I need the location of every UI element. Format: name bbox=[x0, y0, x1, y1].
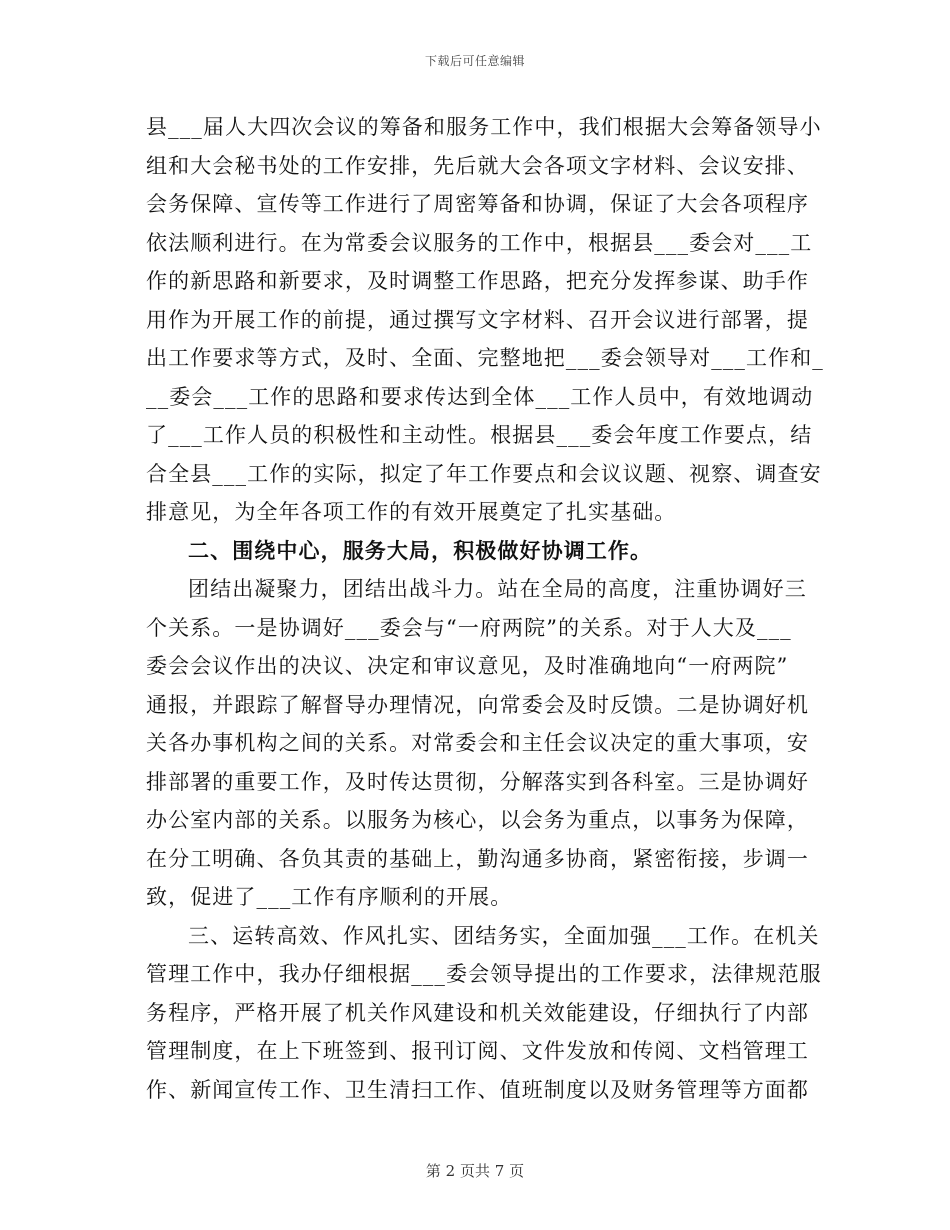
text-line: __委会___工作的思路和要求传达到全体___工作人员中，有效地调动 bbox=[146, 384, 814, 409]
text-line: 管理制度，在上下班签到、报刊订阅、文件发放和传阅、文档管理工 bbox=[146, 1039, 809, 1063]
page-footer: 第 2 页共 7 页 bbox=[425, 1162, 525, 1180]
text-line: 合全县___工作的实际，拟定了年工作要点和会议议题、视察、调查安 bbox=[146, 461, 822, 486]
text-line: 个关系。一是协调好___委会与“一府两院”的关系。对于人大及___ bbox=[146, 615, 792, 640]
text-line: 作的新思路和新要求，及时调整工作思路，把充分发挥参谋、助手作 bbox=[146, 269, 809, 293]
text-line: 致，促进了___工作有序顺利的开展。 bbox=[146, 885, 513, 909]
text-line: 用作为开展工作的前提，通过撰写文字材料、召开会议进行部署，提 bbox=[146, 307, 809, 332]
text-line: 县___届人大四次会议的筹备和服务工作中，我们根据大会筹备领导小 bbox=[146, 115, 822, 139]
page-header: 下载后可任意编辑 bbox=[424, 54, 525, 68]
text-line: 在分工明确、各负其责的基础上，勤沟通多协商，紧密衔接，步调一 bbox=[146, 846, 809, 871]
text-line: 作、新闻宣传工作、卫生清扫工作、值班制度以及财务管理等方面都 bbox=[146, 1077, 809, 1102]
text-line: 管理工作中，我办仔细根据___委会领导提出的工作要求，法律规范服 bbox=[146, 962, 822, 986]
text-line: 了___工作人员的积极性和主动性。根据县___委会年度工作要点，结 bbox=[146, 423, 813, 447]
document-body bbox=[146, 108, 824, 1109]
text-line: 团结出凝聚力，团结出战斗力。站在全局的高度，注重协调好三 bbox=[188, 577, 807, 601]
text-line: 务程序，严格开展了机关作风建设和机关效能建设，仔细执行了内部 bbox=[146, 1000, 809, 1025]
section-heading: 二、围绕中心，服务大局，积极做好协调工作。 bbox=[188, 537, 653, 563]
text-line: 组和大会秘书处的工作安排，先后就大会各项文字材料、会议安排、 bbox=[146, 153, 809, 178]
text-line: 出工作要求等方式，及时、全面、完整地把___委会领导对___工作和_ bbox=[146, 346, 824, 370]
text-line: 办公室内部的关系。以服务为核心，以会务为重点，以事务为保障， bbox=[146, 808, 809, 832]
text-line: 通报，并跟踪了解督导办理情况，向常委会及时反馈。二是协调好机 bbox=[146, 692, 809, 717]
text-line: 排意见，为全年各项工作的有效开展奠定了扎实基础。 bbox=[146, 500, 677, 524]
text-line: 依法顺利进行。在为常委会议服务的工作中，根据县___委会对___工 bbox=[146, 230, 813, 255]
text-line: 会务保障、宣传等工作进行了周密筹备和协调，保证了大会各项程序 bbox=[146, 192, 809, 216]
text-line: 排部署的重要工作，及时传达贯彻，分解落实到各科室。三是协调好 bbox=[146, 769, 809, 794]
text-line: 三、运转高效、作风扎实、团结务实，全面加强___工作。在机关 bbox=[188, 923, 820, 948]
text-line: 关各办事机构之间的关系。对常委会和主任会议决定的重大事项，安 bbox=[146, 731, 809, 755]
text-line: 委会会议作出的决议、决定和审议意见，及时准确地向“一府两院” bbox=[146, 654, 789, 678]
